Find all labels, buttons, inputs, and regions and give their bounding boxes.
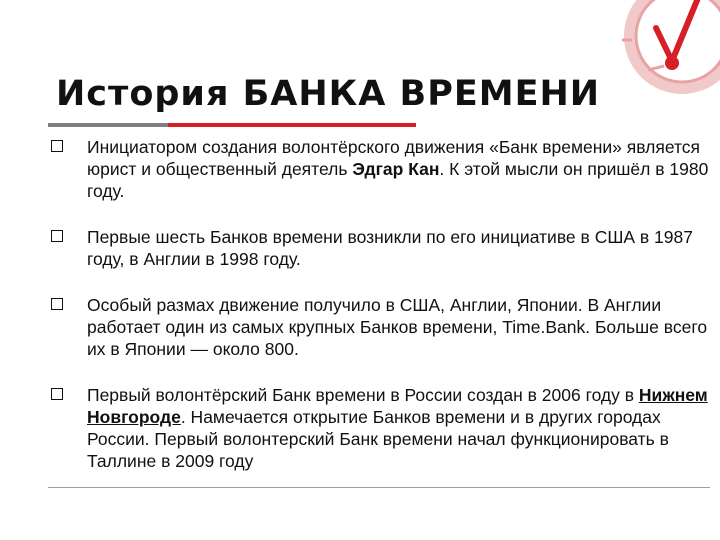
clock-icon <box>606 0 720 96</box>
bullet-text: Первый волонтёрский Банк времени в России создан в 2006 году в <box>87 385 639 405</box>
bullet-text: Первые шесть Банков времени возникли по его инициативе в США в 1987 году, в Англии в 1998 году. <box>87 227 693 269</box>
bullet-text: . К этой мысли он пришёл в 1980 году. <box>87 159 709 201</box>
bullet-item <box>48 294 710 360</box>
bottom-rule <box>48 487 710 488</box>
title-rule-red <box>168 123 416 127</box>
square-bullet-icon <box>51 388 63 400</box>
bullet-item <box>48 384 710 472</box>
slide-title: История БАНКА ВРЕМЕНИ <box>56 74 601 114</box>
title-rule-gray <box>48 123 168 127</box>
bullet-text: . Намечается открытие Банков времени и в других городах России. Первый волонтерский Банк времени начал функционировать в Таллине в 2009 году <box>87 407 669 471</box>
square-bullet-icon <box>51 140 63 152</box>
person-name: Эдгар Кан <box>352 159 440 179</box>
bullet-item <box>48 136 710 202</box>
square-bullet-icon <box>51 298 63 310</box>
city-name: Нижнем Новгороде <box>87 385 708 427</box>
bullet-list <box>48 136 710 472</box>
bullet-text: Особый размах движение получило в США, Англии, Японии. В Англии работает один из самых крупных Банков времени, Time.Bank. Больше всего их в Японии — около 800. <box>87 295 708 359</box>
bullet-text: Инициатором создания волонтёрского движения «Банк времени» является юрист и общественный деятель <box>87 137 701 179</box>
square-bullet-icon <box>51 230 63 242</box>
bullet-item <box>48 226 710 270</box>
